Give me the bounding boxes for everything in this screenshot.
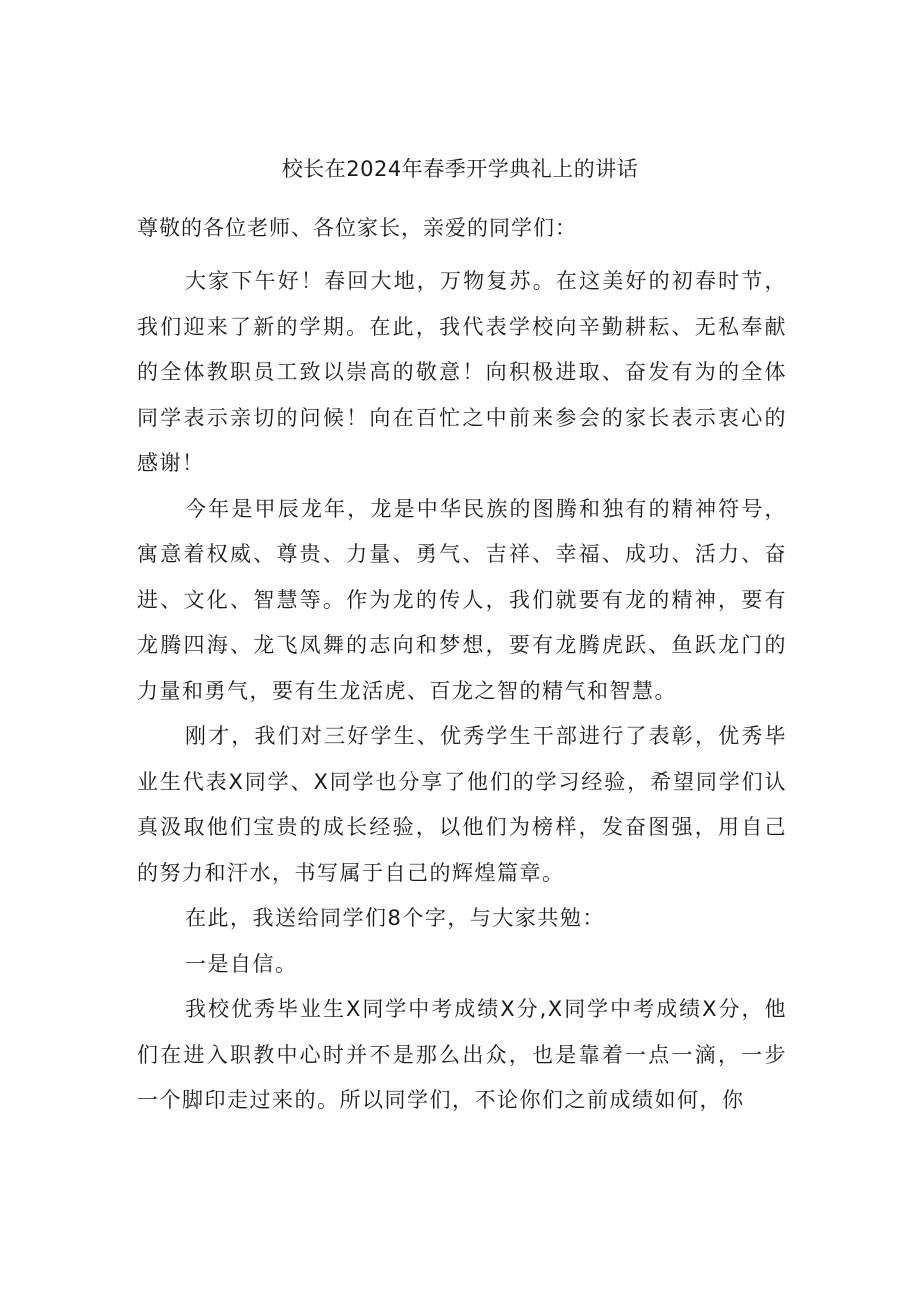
- document-body: [137, 259, 787, 1124]
- paragraph-dragon-year: 今年是甲辰龙年，龙是中华民族的图腾和独有的精神符号，寓意着权威、尊贵、力量、勇气、吉祥、幸福、成功、活力、奋进、文化、智慧等。作为龙的传人，我们就要有龙的精神，要有龙腾四海、龙飞凤舞的志向和梦想，要有龙腾虎跃、鱼跃龙门的力量和勇气，要有生龙活虎、百龙之智的精气和智慧。: [137, 496, 787, 703]
- paragraph-commendation: 刚才，我们对三好学生、优秀学生干部进行了表彰，优秀毕业生代表X同学、X同学也分享了他们的学习经验，希望同学们认真汲取他们宝贵的成长经验，以他们为榜样，发奋图强，用自己的努力和汗水，书写属于自己的辉煌篇章。: [137, 724, 787, 885]
- salutation: 尊敬的各位老师、各位家长，亲爱的同学们：: [137, 216, 577, 240]
- paragraph-greeting: 大家下午好！春回大地，万物复苏。在这美好的初春时节，我们迎来了新的学期。在此，我代表学校向辛勤耕耘、无私奉献的全体教职员工致以崇高的敬意！向积极进取、奋发有为的全体同学表示亲切的问候！向在百忙之中前来参会的家长表示衷心的感谢！: [137, 269, 787, 475]
- paragraph-graduates: 我校优秀毕业生X同学中考成绩X分,X同学中考成绩X分，他们在进入职教中心时并不是那么出众，也是靠着一点一滴，一步一个脚印走过来的。所以同学们，不论你们之前成绩如何，你: [137, 997, 787, 1112]
- paragraph-heading-confidence: 一是自信。: [185, 951, 298, 976]
- paragraph-eight-words: 在此，我送给同学们8个字，与大家共勉：: [185, 906, 605, 930]
- document-title: 校长在2024年春季开学典礼上的讲话: [281, 157, 639, 181]
